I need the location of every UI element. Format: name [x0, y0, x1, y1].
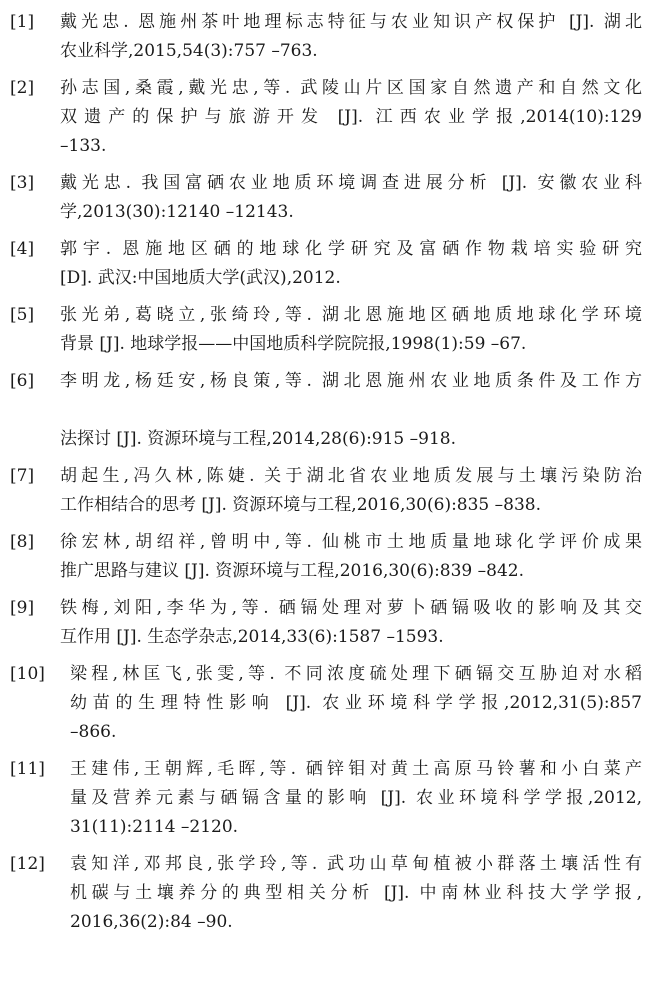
reference-text: [10, 594, 642, 652]
reference-line: 戴光忠. 恩施州茶叶地理标志特征与农业知识产权保护 [J]. 湖北: [60, 12, 642, 32]
reference-line: 31(11):2114 –2120.: [70, 817, 239, 837]
reference-line: –866.: [70, 722, 117, 742]
reference-number: [5]: [10, 305, 35, 325]
reference-number: [6]: [10, 371, 35, 391]
reference-line: 孙志国,桑霞,戴光忠,等. 武陵山片区国家自然遗产和自然文化: [60, 78, 642, 98]
reference-text: [10, 301, 642, 359]
reference-entry: [10, 367, 642, 454]
reference-text: [10, 74, 642, 161]
reference-line: 农业科学,2015,54(3):757 –763.: [60, 41, 318, 61]
reference-line: 袁知洋,邓邦良,张学玲,等. 武功山草甸植被小群落土壤活性有: [70, 854, 642, 874]
reference-number: [9]: [10, 598, 35, 618]
reference-entry: [10, 660, 642, 747]
reference-line: 徐宏林,胡绍祥,曾明中,等. 仙桃市土地质量地球化学评价成果: [60, 532, 642, 552]
reference-text: [10, 8, 642, 66]
reference-line: 铁梅,刘阳,李华为,等. 硒镉处理对萝卜硒镉吸收的影响及其交: [60, 598, 642, 618]
reference-line: 背景 [J]. 地球学报——中国地质科学院院报,1998(1):59 –67.: [60, 334, 527, 354]
reference-line: 推广思路与建议 [J]. 资源环境与工程,2016,30(6):839 –842.: [60, 561, 525, 581]
reference-text: [10, 850, 642, 937]
reference-entry: [10, 850, 642, 937]
reference-text: [10, 528, 642, 586]
reference-number: [8]: [10, 532, 35, 552]
reference-line: 郭宇. 恩施地区硒的地球化学研究及富硒作物栽培实验研究: [60, 239, 642, 259]
reference-line: 戴光忠. 我国富硒农业地质环境调查进展分析 [J]. 安徽农业科: [60, 173, 642, 193]
reference-text: [10, 169, 642, 227]
reference-line: 2016,36(2):84 –90.: [70, 912, 233, 932]
reference-entry: [10, 462, 642, 520]
reference-number: [12]: [10, 854, 45, 874]
reference-text: [10, 660, 642, 747]
reference-line: 王建伟,王朝辉,毛晖,等. 硒锌钼对黄土高原马铃薯和小白菜产: [70, 759, 642, 779]
reference-list: [10, 8, 642, 945]
reference-line: 梁程,林匡飞,张雯,等. 不同浓度硫处理下硒镉交互胁迫对水稻: [70, 664, 642, 684]
reference-line: 双遗产的保护与旅游开发 [J]. 江西农业学报,2014(10):129: [60, 107, 642, 127]
reference-line: 工作相结合的思考 [J]. 资源环境与工程,2016,30(6):835 –838.: [60, 495, 542, 515]
reference-text: [10, 367, 642, 454]
reference-text: [10, 755, 642, 842]
reference-text: [10, 235, 642, 293]
reference-entry: [10, 74, 642, 161]
reference-text: [10, 462, 642, 520]
reference-entry: [10, 528, 642, 586]
reference-number: [3]: [10, 173, 35, 193]
reference-line: 量及营养元素与硒镉含量的影响 [J]. 农业环境科学学报,2012,: [70, 788, 642, 808]
reference-entry: [10, 301, 642, 359]
reference-number: [4]: [10, 239, 35, 259]
reference-line: 机碳与土壤养分的典型相关分析 [J]. 中南林业科技大学学报,: [70, 883, 642, 903]
reference-line: 张光弟,葛晓立,张绮玲,等. 湖北恩施地区硒地质地球化学环境: [60, 305, 642, 325]
reference-entry: [10, 755, 642, 842]
reference-number: [11]: [10, 759, 45, 779]
reference-entry: [10, 594, 642, 652]
reference-number: [7]: [10, 466, 35, 486]
reference-line: 李明龙,杨廷安,杨良策,等. 湖北恩施州农业地质条件及工作方: [60, 371, 642, 391]
reference-line: [D]. 武汉:中国地质大学(武汉),2012.: [60, 268, 341, 288]
reference-entry: [10, 169, 642, 227]
reference-entry: [10, 8, 642, 66]
reference-line: 幼苗的生理特性影响 [J]. 农业环境科学学报,2012,31(5):857: [70, 693, 642, 713]
reference-line: 互作用 [J]. 生态学杂志,2014,33(6):1587 –1593.: [60, 627, 444, 647]
reference-number: [1]: [10, 12, 35, 32]
reference-number: [10]: [10, 664, 45, 684]
reference-line: [60, 396, 642, 425]
reference-line: –133.: [60, 136, 107, 156]
reference-entry: [10, 235, 642, 293]
reference-number: [2]: [10, 78, 35, 98]
reference-line: 法探讨 [J]. 资源环境与工程,2014,28(6):915 –918.: [60, 429, 457, 449]
reference-line: 学,2013(30):12140 –12143.: [60, 202, 294, 222]
reference-line: 胡起生,冯久林,陈婕. 关于湖北省农业地质发展与土壤污染防治: [60, 466, 642, 486]
